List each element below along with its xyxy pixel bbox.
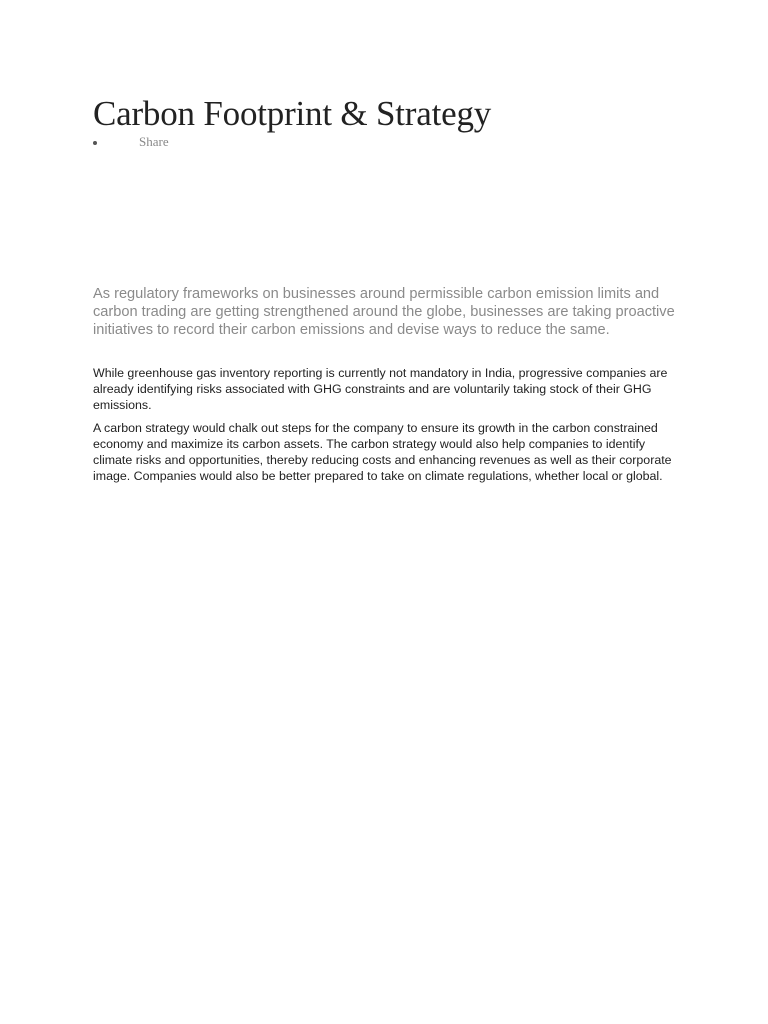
lead-paragraph: As regulatory frameworks on businesses around permissible carbon emission limits and carbon trading are getting strengthened around the globe, businesses are taking proactive initiatives to record their carbon emissions and devise ways to reduce the same.	[93, 286, 675, 338]
bullet-icon	[93, 141, 97, 145]
body-paragraph-2: A carbon strategy would chalk out steps for the company to ensure its growth in the carbon constrained economy and maximize its carbon assets. The carbon strategy would also help companies to identify climate risks and opportunities, thereby reducing costs and enhancing revenues as well as their corporate image. Companies would also be better prepared to take on climate regulations, whether local or global.	[93, 421, 672, 483]
body-paragraph-1: While greenhouse gas inventory reporting is currently not mandatory in India, progressive companies are already identifying risks associated with GHG constraints and are voluntarily taking stock of their GHG emissions.	[93, 366, 668, 412]
share-link[interactable]: Share	[139, 134, 169, 149]
page-title: Carbon Footprint & Strategy	[93, 94, 492, 133]
